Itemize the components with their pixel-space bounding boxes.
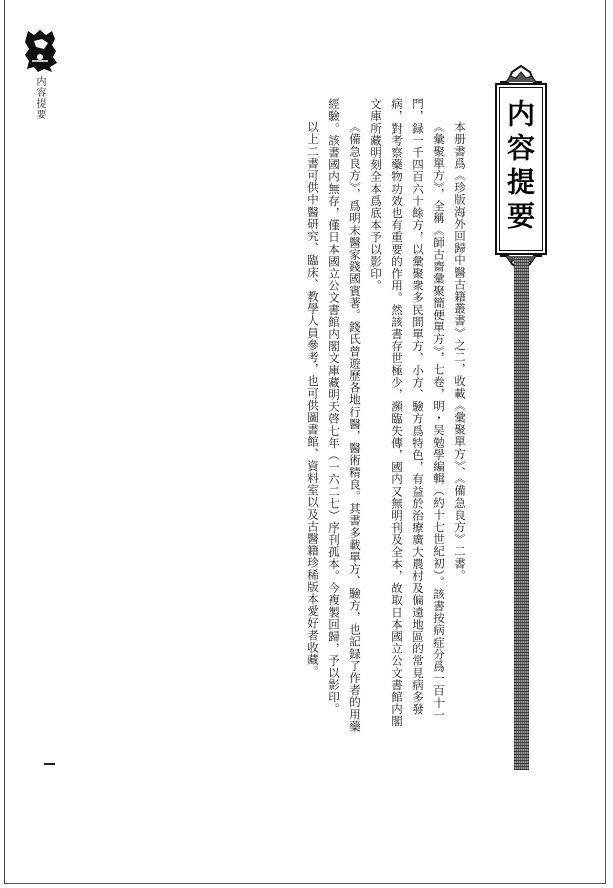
paragraph-intro: 本册書爲《珍版海外回歸中醫古籍叢書》之二，收載《彙聚單方》、《備急良方》二書。	[453, 121, 467, 582]
page-title: 内容提要	[503, 99, 536, 235]
decorative-border-bar	[514, 258, 529, 770]
paragraph-audience: 以上二書可供中醫研究、臨床、教學人員參考，也可供圖書館、資料室以及古醫籍珍稀版本愛好者收藏。	[306, 121, 320, 678]
publisher-logo-icon	[22, 27, 60, 73]
title-ornament-top	[498, 62, 544, 84]
title-box	[495, 83, 547, 255]
page-marker	[44, 763, 55, 765]
paragraph-huiju-danfang: 《彙聚單方》，全稱《師古齋彙聚簡便單方》，七卷，明・吴勉學編輯（約十七世紀初）。該書按病症分爲一百十一門，録一千四百六十餘方，以彙聚衆多民間單方、小方、驗方爲特色，有益於治療廣大農村及偏遠地區的常見病多發病，對考察藥物功效也有重要的作用。然該書存世極少，瀕臨失傳，國内又無明刊及全本，故取日本國立公文書館内閣文庫所藏明刻全本爲底本予以影印。	[369, 98, 446, 728]
paragraph-beiji-liangfang: 《備急良方》，爲明末醫家錢國賓著。錢氏曾遊歷各地行醫，醫術精良。其書多載單方、驗方，也記録了作者的用藥經驗。該書國内無存，僅日本國立公文書館内閣文庫藏明天啓七年（一六二七）序刊孤本。今複製回歸，予以影印。	[327, 98, 362, 733]
corner-section-label: 内容提要	[34, 76, 45, 120]
summary-text	[302, 98, 470, 738]
